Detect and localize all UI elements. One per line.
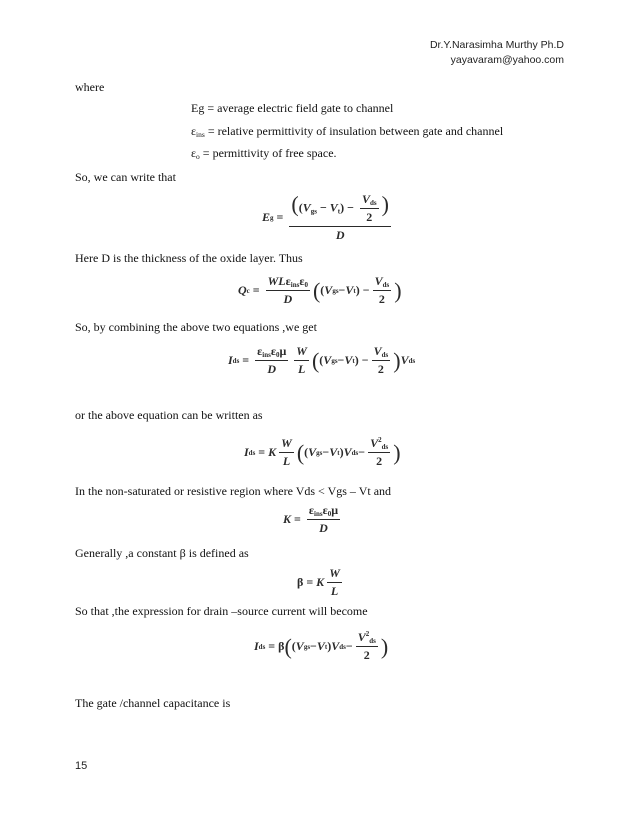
eo-definition: = permittivity of free space. xyxy=(199,146,337,160)
equation-k: K = $\frac{\text{εinsε0μ}}{D}$ xyxy=(283,503,339,535)
paragraph-here-d: Here D is the thickness of the oxide layer. Thus xyxy=(75,251,303,265)
author-email: yayavaram@yahoo.com xyxy=(450,54,564,66)
where-label: where xyxy=(75,80,105,94)
paragraph-non-saturated: In the non-saturated or resistive region where Vds < Vgs – Vt and xyxy=(75,484,392,498)
author-name: Dr.Y.Narasimha Murthy Ph.D xyxy=(429,39,564,51)
equation-ids-k: I ds = K $\frac{W}{L}$ ( ( V gs − V t ) V ds − $\frac{V^2ds}{2}$ ) xyxy=(244,436,401,468)
equation-qc: Q c = $\frac{\text{WLεinsε0}}{D}$ ( ( V gs − V t ) − $\frac{\text{Vds}}{2}$ ) xyxy=(238,274,402,306)
eo-subscript: o xyxy=(196,152,200,161)
paragraph-above-eq: or the above equation can be written as xyxy=(75,408,263,422)
equation-eg: E g = ((Vgs − Vt) − $\frac{\text{Vds}}{2}$ ) D xyxy=(262,191,389,242)
equation-ids-beta: I ds = β ( ( V gs − V t ) V ds − $\frac{V^2ds}{2}$ ) xyxy=(254,630,389,662)
eps-definition: = relative permittivity of insulation between gate and channel xyxy=(204,124,504,138)
eps-subscript: ins xyxy=(196,130,205,139)
eo-symbol: ε xyxy=(191,146,197,160)
eps-symbol: ε xyxy=(191,124,197,138)
definition-eg: Eg = average electric field gate to channel xyxy=(191,101,394,115)
definition-eps-o xyxy=(191,146,337,161)
equation-ids: I ds = $\frac{\text{εinsε0μ}}{D}$ $\frac{W}{L}$ ( ( V gs − V t ) − $\frac{\text{Vds}}{2}$ ) V ds xyxy=(228,344,416,376)
paragraph-gate-channel: The gate /channel capacitance is xyxy=(75,696,231,710)
paragraph-so-that: So that ,the expression for drain –source current will become xyxy=(75,604,368,618)
definition-eps-ins xyxy=(191,124,503,139)
paragraph-generally: Generally ,a constant β is defined as xyxy=(75,546,249,560)
equation-beta: β = K $\frac{W}{L}$ xyxy=(297,566,340,598)
paragraph-so-write: So, we can write that xyxy=(75,170,176,184)
page-number: 15 xyxy=(75,760,88,772)
paragraph-combining: So, by combining the above two equations ,we get xyxy=(75,320,317,334)
page-header xyxy=(430,38,564,68)
